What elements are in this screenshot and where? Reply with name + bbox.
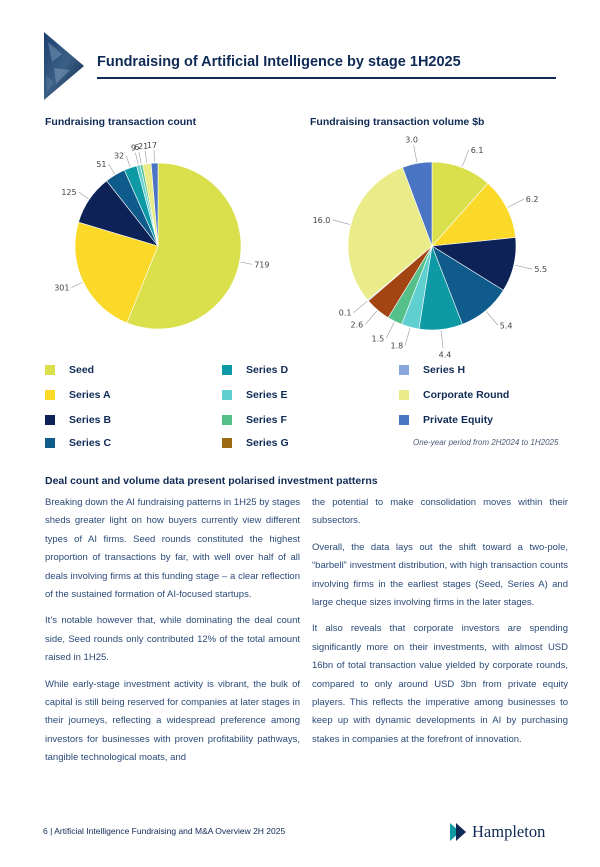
data-label: 125	[61, 188, 77, 198]
data-label: 6	[134, 142, 140, 152]
leader-line	[441, 331, 443, 349]
data-label: 5.5	[534, 265, 548, 275]
legend-swatch	[222, 390, 232, 400]
legend-swatch	[45, 365, 55, 375]
hampleton-logo-icon	[450, 823, 468, 841]
brand-logo	[450, 821, 545, 843]
count-chart-title: Fundraising transaction count	[45, 116, 197, 128]
legend-item-series-c	[45, 436, 111, 450]
leader-line	[126, 155, 130, 166]
legend-label: Private Equity	[423, 414, 494, 426]
legend-swatch	[45, 415, 55, 425]
legend-swatch	[399, 390, 409, 400]
legend-item-private-equity	[399, 413, 493, 427]
data-label: 17	[146, 141, 158, 151]
legend-label: Series F	[246, 414, 287, 426]
period-note: One-year period from 2H2024 to 1H2025	[413, 438, 559, 447]
paragraph: Breaking down the AI fundraising patterns in 1H25 by stages sheds greater light on how buyers currently view different types of AI firms. Seed rounds constituted the highest proportion of transactions by far, with well over half of all deals involving firms at this funding stage – a clear reflection of the sustained formation of AI-focused startups.	[45, 497, 300, 601]
legend-label: Series E	[246, 389, 288, 401]
legend-swatch	[222, 365, 232, 375]
text-column-right	[312, 494, 568, 757]
paragraph: While early-stage investment activity is vibrant, the bulk of capital is still being reserved for companies at later stages in their journeys, reflecting a widespread preference among investors for businesses with proven profitability pathways, tangible technological moats, and	[45, 678, 300, 764]
volume-chart-title: Fundraising transaction volume $b	[310, 116, 485, 128]
data-label: 9	[130, 143, 136, 153]
title-divider	[97, 77, 556, 79]
leader-line	[332, 220, 349, 225]
paragraph: Overall, the data lays out the shift toward a two-pole, “barbell” investment distribution, with high transaction counts involving firms in the earliest stages (Seed, Series A) and large cheque sizes involving firms in the later stages.	[312, 541, 568, 609]
data-label: 16.0	[312, 215, 331, 225]
leader-line	[486, 311, 497, 325]
leader-line	[240, 262, 252, 264]
data-label: 4.4	[438, 350, 452, 360]
legend-label: Series G	[246, 437, 289, 449]
section-heading: Deal count and volume data present polarised investment patterns	[45, 475, 378, 487]
data-label: 719	[254, 260, 270, 270]
legend-item-series-g	[222, 436, 289, 450]
data-label: 3.0	[405, 135, 419, 145]
legend-label: Series A	[69, 389, 111, 401]
leader-line	[154, 150, 155, 162]
legend-item-corporate-round	[399, 388, 509, 402]
leader-line	[386, 322, 394, 338]
leader-line	[405, 328, 410, 345]
legend-swatch	[222, 415, 232, 425]
legend-swatch	[399, 415, 409, 425]
legend-label: Series C	[69, 437, 112, 449]
data-label: 0.1	[338, 308, 352, 318]
legend-label: Seed	[69, 364, 95, 376]
data-label: 1.5	[371, 334, 385, 344]
legend-label: Series D	[246, 364, 289, 376]
data-label: 301	[54, 283, 70, 293]
page-title: Fundraising of Artificial Intelligence by stage 1H2025	[97, 54, 461, 70]
legend-item-series-f	[222, 413, 287, 427]
paragraph: It also reveals that corporate investors are spending significantly more on their investments, with almost USD 16bn of total transaction value yielded by corporate rounds, compared to only around USD 3bn from private equity players. This reflects the imperative among businesses to keep up with dynamic developments in AI by purchasing stakes in companies at the forefront of innovation.	[312, 623, 568, 745]
legend-swatch	[399, 365, 409, 375]
data-label: 21	[137, 141, 149, 151]
data-label: 2.6	[350, 320, 364, 330]
data-label: 5.4	[499, 321, 513, 331]
data-label: 6.2	[525, 195, 539, 205]
leader-line	[354, 301, 368, 313]
volume-pie-chart	[312, 135, 550, 360]
leader-line	[135, 153, 138, 165]
legend-item-series-d	[222, 363, 288, 377]
legend-swatch	[45, 438, 55, 448]
legend-label: Corporate Round	[423, 389, 510, 401]
leader-line	[79, 192, 89, 199]
leader-line	[71, 282, 82, 287]
legend-swatch	[222, 438, 232, 448]
data-label: 1.8	[390, 341, 404, 351]
leader-line	[365, 311, 377, 325]
text-column-left	[45, 494, 300, 776]
legend-item-series-b	[45, 413, 111, 427]
paragraph: It’s notable however that, while dominating the deal count side, Seed rounds only contributed 12% of the total amount raised in 1H25.	[45, 615, 300, 664]
data-label: 32	[113, 151, 125, 161]
legend-item-series-e	[222, 388, 287, 402]
leader-line	[515, 265, 533, 269]
legend-item-series-h	[399, 363, 465, 377]
footer-page-info: 6 | Artificial Intelligence Fundraising and M&A Overview 2H 2025	[43, 826, 286, 836]
legend-swatch	[45, 390, 55, 400]
corner-graphic	[44, 32, 84, 100]
leader-line	[414, 145, 417, 163]
legend-label: Series B	[69, 414, 112, 426]
data-label: 51	[96, 159, 107, 169]
count-pie-chart	[54, 140, 290, 350]
legend-item-seed	[45, 363, 94, 377]
leader-line	[139, 152, 141, 164]
leader-line	[462, 150, 468, 167]
data-label: 6.1	[470, 145, 484, 155]
paragraph: the potential to make consolidation moves within their subsectors.	[312, 497, 568, 527]
leader-line	[108, 164, 114, 174]
brand-name: Hampleton	[472, 822, 546, 841]
leader-line	[508, 199, 524, 207]
legend-label: Series H	[423, 364, 466, 376]
legend-item-series-a	[45, 388, 111, 402]
leader-line	[145, 151, 147, 163]
